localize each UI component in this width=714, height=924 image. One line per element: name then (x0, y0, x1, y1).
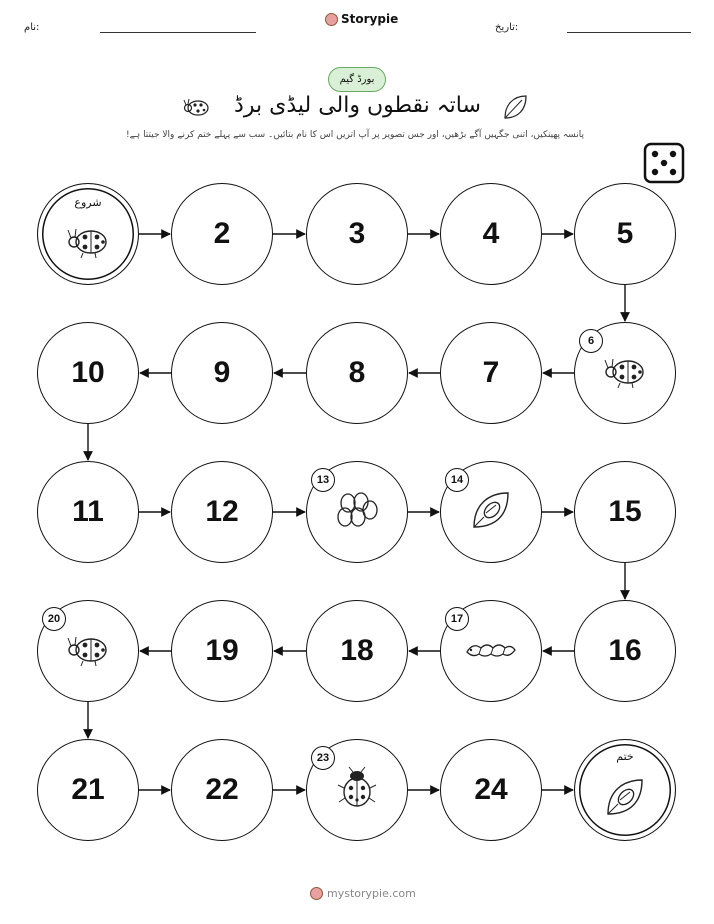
space-number: 4 (482, 217, 500, 250)
board-space (440, 183, 542, 285)
space-number: 10 (71, 356, 105, 389)
space-number: 15 (608, 495, 642, 528)
space-number: 21 (71, 773, 105, 806)
ladybug-icon (65, 222, 111, 264)
space-number: 3 (348, 217, 366, 250)
instructions-text: پانسہ پھینکیں، اتنی جگہیں آگے بڑھیں، اور جس تصویر پر آپ اتریں اس کا نام بتائیں۔ سب سے پہلے ختم کرنے والا جیتتا ہے! (126, 130, 584, 140)
date-label: تاریخ: (495, 22, 519, 33)
space-number: 19 (205, 634, 239, 667)
leaf-icon (468, 487, 514, 537)
space-number: 2 (213, 217, 231, 250)
space-number-badge: 23 (311, 746, 335, 770)
larva-icon (463, 636, 519, 666)
space-number-badge: 20 (42, 607, 66, 631)
board-space (574, 322, 676, 424)
space-number: 11 (72, 495, 104, 528)
space-number: 18 (340, 634, 374, 667)
space-number: 5 (616, 217, 634, 250)
board-game-badge: بورڈ گیم (328, 67, 386, 92)
space-number-badge: 17 (445, 607, 469, 631)
start-space (37, 183, 139, 285)
board-space (171, 600, 273, 702)
leaf-icon (602, 774, 648, 824)
brand-name: Storypie (341, 12, 399, 26)
board-space (440, 461, 542, 563)
finish-space (574, 739, 676, 841)
board-space (440, 322, 542, 424)
space-number: 9 (213, 356, 231, 389)
board-space (171, 739, 273, 841)
board-space (37, 600, 139, 702)
finish-label: ختم (616, 750, 634, 763)
space-number: 24 (474, 773, 508, 806)
board-space (306, 322, 408, 424)
board-space (171, 183, 273, 285)
space-number: 8 (348, 356, 366, 389)
board-space (306, 600, 408, 702)
space-number: 12 (205, 495, 239, 528)
space-number-badge: 13 (311, 468, 335, 492)
board-space (171, 461, 273, 563)
board-space (37, 461, 139, 563)
board-space (37, 739, 139, 841)
board-space (306, 461, 408, 563)
beetle-icon (335, 766, 379, 814)
space-number-badge: 6 (579, 329, 603, 353)
space-number-badge: 14 (445, 468, 469, 492)
storypie-logo-icon (310, 887, 323, 900)
space-number: 16 (608, 634, 642, 667)
board-space (440, 739, 542, 841)
board-space (37, 322, 139, 424)
ladybug-icon (65, 630, 111, 672)
board-space (306, 739, 408, 841)
start-label: شروع (74, 196, 102, 209)
ladybug-icon (602, 352, 648, 394)
space-number: 22 (205, 773, 239, 806)
board-space (306, 183, 408, 285)
board-space (574, 183, 676, 285)
board-space (574, 461, 676, 563)
board-space (574, 600, 676, 702)
space-number: 7 (482, 356, 500, 389)
footer (310, 887, 416, 900)
board-space (171, 322, 273, 424)
page-title: ساتہ نقطوں والی لیڈی برڈ (234, 93, 481, 118)
board-space (440, 600, 542, 702)
name-label: نام: (24, 22, 40, 33)
footer-url[interactable]: mystorypie.com (327, 887, 416, 900)
eggs-icon (334, 490, 380, 534)
